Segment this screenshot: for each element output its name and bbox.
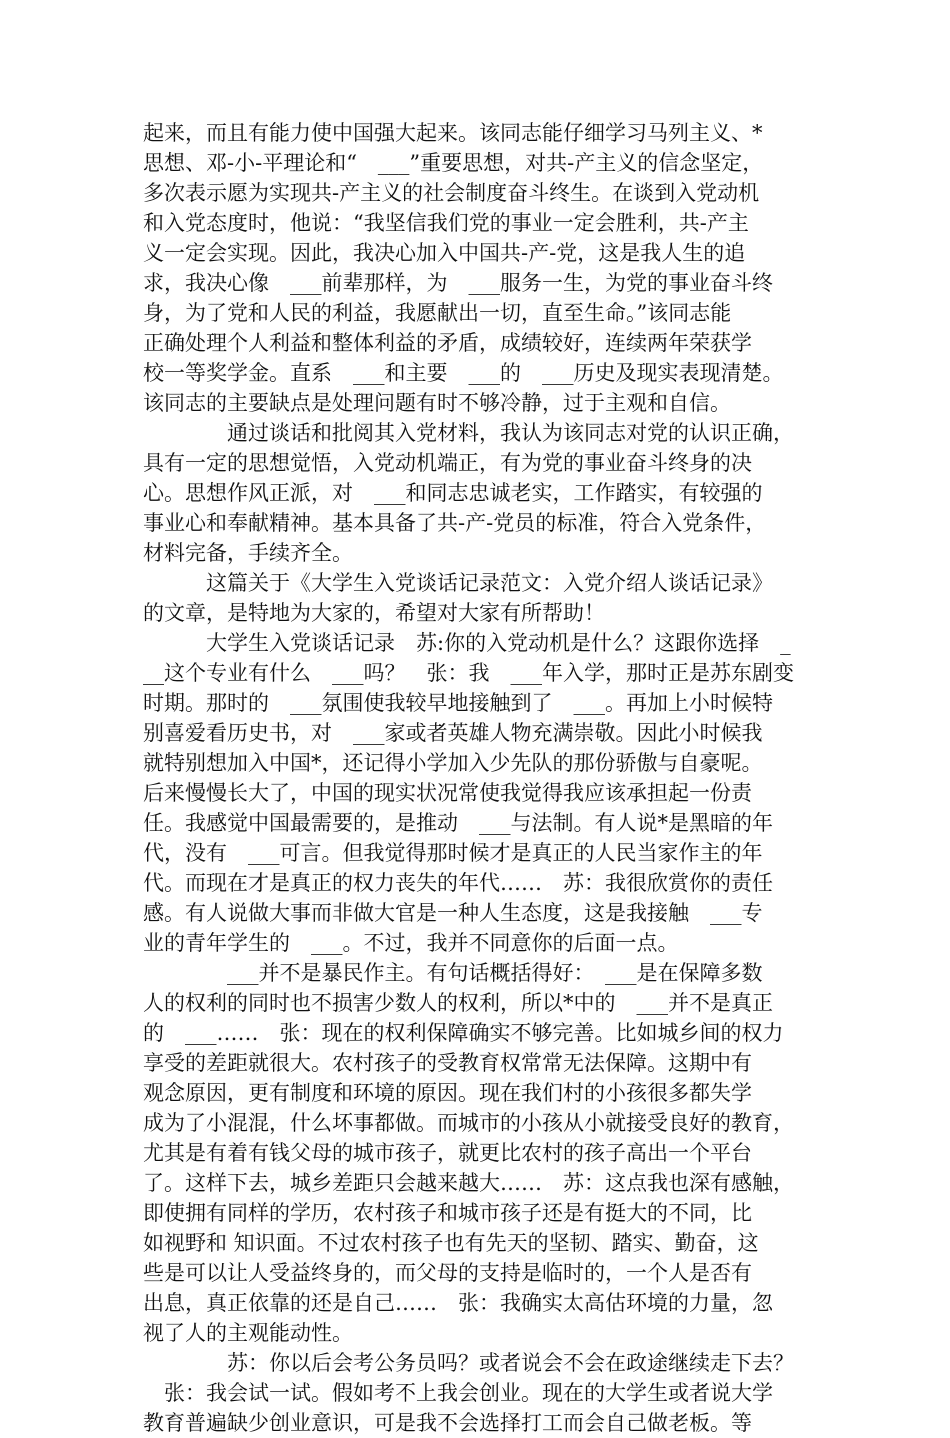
text-line: 尤其是有着有钱父母的城市孩子，就更比农村的孩子高出一个平台 (143, 1141, 752, 1165)
text-line: 教育普遍缺少创业意识，可是我不会选择打工而会自己做老板。等 (143, 1411, 752, 1435)
text-line: __这个专业有什么 ___吗？ 张：我 ___年入学，那时正是苏东剧变 (143, 661, 794, 685)
text-line: 别喜爱看历史书，对 ___家或者英雄人物充满崇敬。因此小时候我 (143, 721, 763, 745)
text-line: 观念原因，更有制度和环境的原因。现在我们村的小孩很多都失学 (143, 1081, 752, 1105)
text-line: 思想、邓-小-平理论和“ ___”重要思想，对共-产主义的信念坚定， (143, 151, 764, 175)
text-line: 多次表示愿为实现共-产主义的社会制度奋斗终生。在谈到入党动机 (143, 181, 760, 205)
text-line: 义一定会实现。因此，我决心加入中国共-产-党，这是我人生的追 (143, 241, 746, 265)
text-line: 成为了小混混，什么坏事都做。而城市的小孩从小就接受良好的教育， (143, 1111, 794, 1135)
text-line: 起来，而且有能力使中国强大起来。该同志能仔细学习马列主义、* (143, 121, 763, 145)
text-line: ___并不是暴民作主。有句话概括得好： ___是在保障多数 (143, 961, 763, 985)
text-line: 事业心和奉献精神。基本具备了共-产-党员的标准，符合入党条件， (143, 511, 767, 535)
text-line: 感。有人说做大事而非做大官是一种人生态度，这是我接触 ___专 (143, 901, 763, 925)
text-line: 如视野和 知识面。不过农村孩子也有先天的坚韧、踏实、勤奋，这 (143, 1231, 759, 1255)
text-line: 代。而现在才是真正的权力丧失的年代…… 苏：我很欣赏你的责任 (143, 871, 773, 895)
text-line: 时期。那时的 ___氛围使我较早地接触到了 ___。再加上小时候特 (143, 691, 773, 715)
text-line: 心。思想作风正派，对 ___和同志忠诚老实，工作踏实，有较强的 (143, 481, 763, 505)
text-line: 的文章，是特地为大家的，希望对大家有所帮助！ (143, 601, 605, 625)
text-line: 的 ___…… 张：现在的权利保障确实不够完善。比如城乡间的权力 (143, 1021, 784, 1045)
text-line: 业的青年学生的 ___。不过，我并不同意你的后面一点。 (143, 931, 679, 955)
text-line: 该同志的主要缺点是处理问题有时不够冷静，过于主观和自信。 (143, 391, 731, 415)
text-line: 后来慢慢长大了，中国的现实状况常使我觉得我应该承担起一份责 (143, 781, 752, 805)
text-line: 校一等奖学金。直系 ___和主要 ___的 ___历史及现实表现清楚。 (143, 361, 784, 385)
text-line: 材料完备，手续齐全。 (143, 541, 353, 565)
text-line: 了。这样下去，城乡差距只会越来越大…… 苏：这点我也深有感触， (143, 1171, 794, 1195)
text-line: 求，我决心像 ___前辈那样，为 ___服务一生，为党的事业奋斗终 (143, 271, 773, 295)
text-line: 和入党态度时，他说：“我坚信我们党的事业一定会胜利，共-产主 (143, 211, 749, 235)
document-page (143, 118, 828, 1438)
text-line: 享受的差距就很大。农村孩子的受教育权常常无法保障。这期中有 (143, 1051, 752, 1075)
text-line: 就特别想加入中国*，还记得小学加入少先队的那份骄傲与自豪呢。 (143, 751, 763, 775)
text-line: 些是可以让人受益终身的，而父母的支持是临时的，一个人是否有 (143, 1261, 752, 1285)
text-line: 出息，真正依靠的还是自己…… 张：我确实太高估环境的力量，忽 (143, 1291, 773, 1315)
text-line: 这篇关于《大学生入党谈话记录范文：入党介绍人谈话记录》 (143, 571, 773, 595)
text-line: 身，为了党和人民的利益，我愿献出一切，直至生命。”该同志能 (143, 301, 732, 325)
text-line: 视了人的主观能动性。 (143, 1321, 353, 1345)
text-line: 通过谈话和批阅其入党材料，我认为该同志对党的认识正确， (143, 421, 794, 445)
text-line: 代，没有 ___可言。但我觉得那时候才是真正的人民当家作主的年 (143, 841, 763, 865)
text-line: 正确处理个人利益和整体利益的矛盾，成绩较好，连续两年荣获学 (143, 331, 752, 355)
text-line: 任。我感觉中国最需要的，是推动 ___与法制。有人说*是黑暗的年 (143, 811, 773, 835)
text-line: 大学生入党谈话记录 苏:你的入党动机是什么？这跟你选择 _ (143, 631, 791, 655)
text-line: 苏：你以后会考公务员吗？或者说会不会在政途继续走下去？ (143, 1351, 794, 1375)
text-line: 具有一定的思想觉悟，入党动机端正，有为党的事业奋斗终身的决 (143, 451, 752, 475)
text-line: 即使拥有同样的学历，农村孩子和城市孩子还是有挺大的不同，比 (143, 1201, 752, 1225)
text-line: 人的权利的同时也不损害少数人的权利，所以*中的 ___并不是真正 (143, 991, 773, 1015)
text-line: 张：我会试一试。假如考不上我会创业。现在的大学生或者说大学 (143, 1381, 773, 1405)
